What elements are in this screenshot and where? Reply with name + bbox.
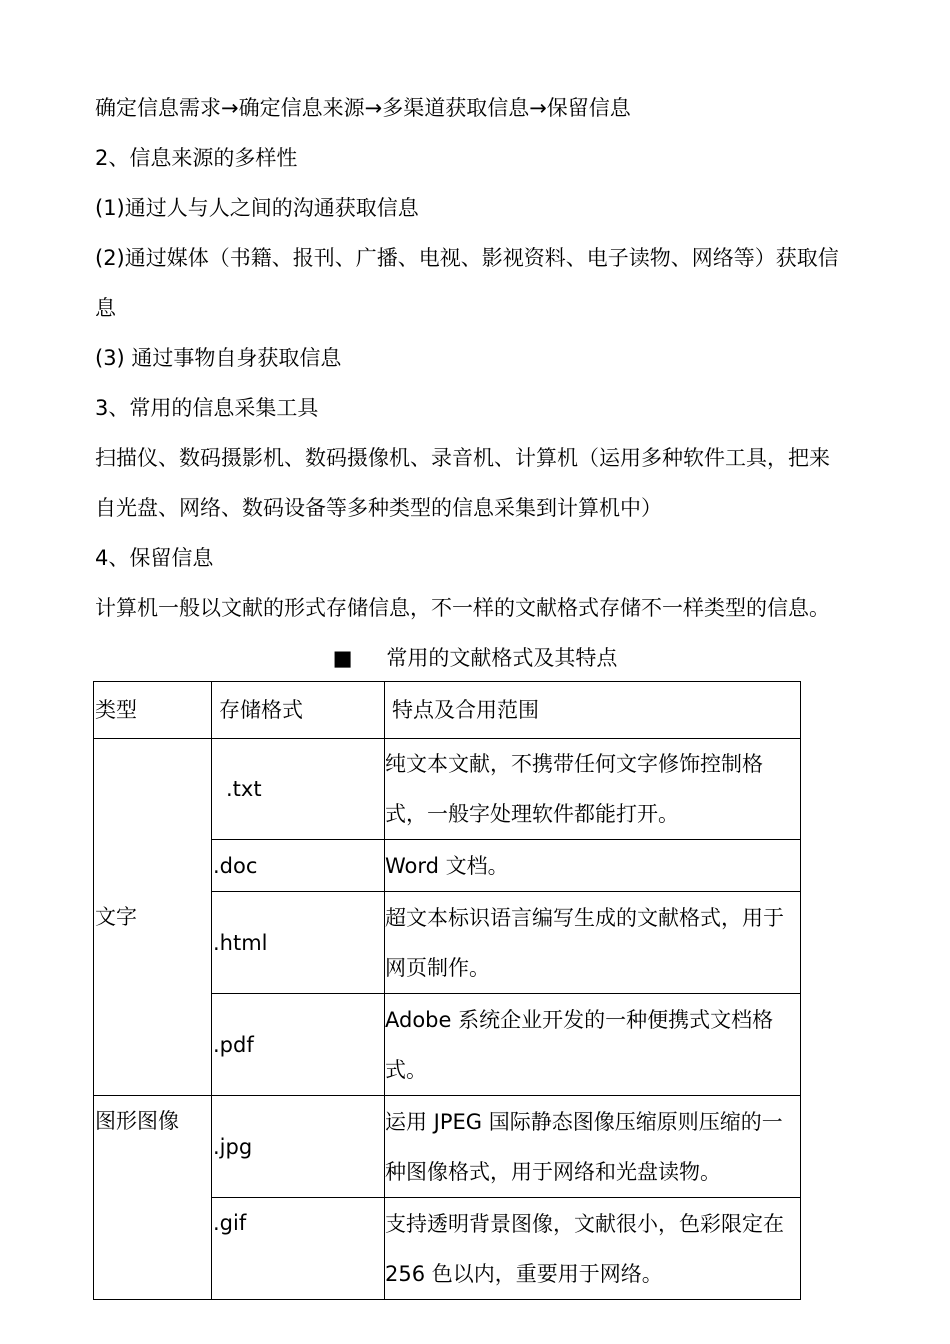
type-cell-image: 图形图像 [94, 1096, 212, 1300]
description-cell: 超文本标识语言编写生成的文献格式，用于网页制作。 [385, 892, 801, 994]
paragraph-tools-line2: 自光盘、网络、数码设备等多种类型的信息采集到计算机中） [95, 496, 662, 520]
paragraph-tools-line1: 扫描仪、数码摄影机、数码摄像机、录音机、计算机（运用多种软件工具，把来 [95, 446, 830, 470]
table-row [94, 1096, 801, 1198]
format-cell: .pdf [212, 994, 385, 1096]
heading-save-info: 4、保留信息 [95, 546, 214, 570]
heading-collection-tools: 3、常用的信息采集工具 [95, 396, 319, 420]
paragraph-source-2-line2: 息 [95, 296, 116, 320]
file-formats-table [93, 681, 801, 1300]
paragraph-source-3: (3) 通过事物自身获取信息 [95, 346, 342, 370]
format-cell: .jpg [212, 1096, 385, 1198]
description-cell: Adobe 系统企业开发的一种便携式文档格式。 [385, 994, 801, 1096]
heading-sources-diversity: 2、信息来源的多样性 [95, 146, 298, 170]
format-cell: .doc [212, 840, 385, 892]
table-header-row [94, 682, 801, 739]
format-cell: .html [212, 892, 385, 994]
description-cell: 支持透明背景图像，文献很小，色彩限定在 256 色以内，重要用于网络。 [385, 1198, 801, 1300]
format-cell: .gif [212, 1198, 385, 1300]
description-cell: 运用 JPEG 国际静态图像压缩原则压缩的一种图像格式，用于网络和光盘读物。 [385, 1096, 801, 1198]
table-caption-text: 常用的文献格式及其特点 [386, 646, 618, 670]
square-bullet-icon: ■ [332, 646, 353, 670]
description-cell: 纯文本文献，不携带任何文字修饰控制格式，一般字处理软件都能打开。 [385, 739, 801, 840]
paragraph-source-2-line1: (2)通过媒体（书籍、报刊、广播、电视、影视资料、电子读物、网络等）获取信 [95, 246, 839, 270]
table-row [94, 739, 801, 840]
description-cell: Word 文档。 [385, 840, 801, 892]
paragraph-storage: 计算机一般以文献的形式存储信息，不一样的文献格式存储不一样类型的信息。 [95, 596, 830, 620]
format-cell: .txt [212, 739, 385, 840]
header-description: 特点及合用范围 [385, 682, 801, 739]
paragraph-process: 确定信息需求→确定信息来源→多渠道获取信息→保留信息 [95, 96, 631, 120]
header-type: 类型 [94, 682, 212, 739]
table-caption [0, 633, 950, 683]
paragraph-source-1: (1)通过人与人之间的沟通获取信息 [95, 196, 419, 220]
type-cell-text: 文字 [94, 739, 212, 1096]
header-format: 存储格式 [212, 682, 385, 739]
